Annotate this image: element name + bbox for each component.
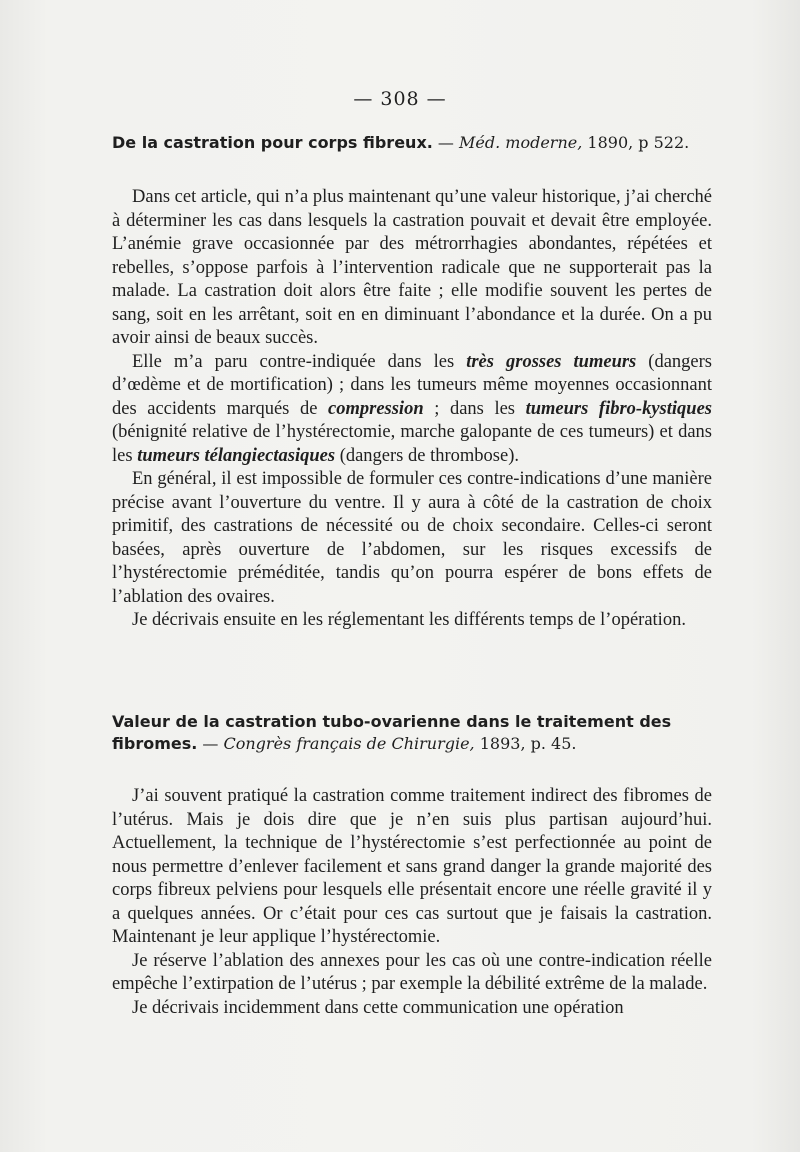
section-castration-corps-fibreux [112, 132, 712, 633]
page-number: — 308 — [353, 88, 447, 110]
journal-name: Congrès français de Chirurgie, [223, 734, 475, 753]
section-title: De la castration pour corps fibreux. [112, 133, 433, 152]
paragraph: J’ai souvent pratiqué la castration comme traitement indirect des fibromes de l’utérus. Mais je dois dire que je n’en suis plus partisan aujourd’hui. Actuellement, la technique de l’hystérectomie s’est perfectionnée au point de nous permettre d’enlever facilement et sans grand danger la grande majorité des corps fibreux pelviens pour lesquels elle présentait encore une réelle gravité il y a quelques années. Or c’était pour ces cas surtout que je faisais la castration. Maintenant je leur applique l’hystérectomie. [112, 786, 712, 947]
section-title: Valeur de la castration tubo-ovarienne dans le traitement des fibromes. [112, 712, 672, 753]
emphasis: tumeurs télangiectasiques [137, 445, 336, 466]
paragraph: Je réserve l’ablation des annexes pour les cas où une contre-indication réelle empêche l’extirpation de l’utérus ; par exemple la débilité extrême de la malade. [112, 950, 712, 994]
emphasis: tumeurs fibro-kystiques [525, 398, 712, 419]
section-heading [112, 711, 712, 755]
emphasis: compression [328, 398, 424, 419]
section-body [112, 785, 712, 1020]
section-castration-tubo-ovarienne [112, 711, 712, 1020]
citation-ref: 1890, p 522. [582, 133, 690, 152]
paragraph: Je décrivais ensuite en les réglementant les différents temps de l’opération. [132, 610, 686, 630]
journal-name: Méd. moderne, [459, 133, 583, 152]
section-heading [112, 132, 712, 154]
paragraph: En général, il est impossible de formuler ces contre-indications d’une manière précise avant l’ouverture du ventre. Il y aura à côté de la castration de choix primitif, des castrations de nécessité ou de choix secondaire. Celles-ci seront basées, après ouverture de l’abdomen, sur les risques excessifs de l’hystérectomie préméditée, tandis qu’on pourra espérer de bons effets de l’ablation des ovaires. [112, 469, 712, 607]
paragraph: Je décrivais incidemment dans cette communication une opération [132, 997, 624, 1018]
emphasis: très grosses tumeurs [466, 351, 637, 372]
heading-dash: — [197, 734, 224, 753]
paragraph: Dans cet article, qui n’a plus maintenant qu’une valeur historique, j’ai cherché à déterminer les cas dans lesquels la castration pouvait et devait être employée. L’anémie grave occasionnée par des métrorrhagies abondantes, répétées et rebelles, s’oppose parfois à l’intervention radicale que ne supporterait pas la malade. La castration doit alors être faite ; elle modifie souvent les pertes de sang, soit en les arrêtant, soit en en diminuant l’abondance et la durée. On a pu avoir ainsi de beaux succès. [112, 187, 712, 348]
citation-ref: 1893, p. 45. [474, 734, 577, 753]
section-body [112, 186, 712, 633]
paragraph-contre-indications: Elle m’a paru contre-indiquée dans les très grosses tumeurs (dangers d’œdème et de mortification) ; dans les tumeurs même moyennes occasionnant des accidents marqués de compression ; dans les tumeurs fibro-kystiques (bénignité relative de l’hystérectomie, marche galopante de ces tumeurs) et dans les tumeurs télangiectasiques (dangers de thrombose). [112, 351, 712, 466]
heading-dash: — [432, 133, 460, 152]
